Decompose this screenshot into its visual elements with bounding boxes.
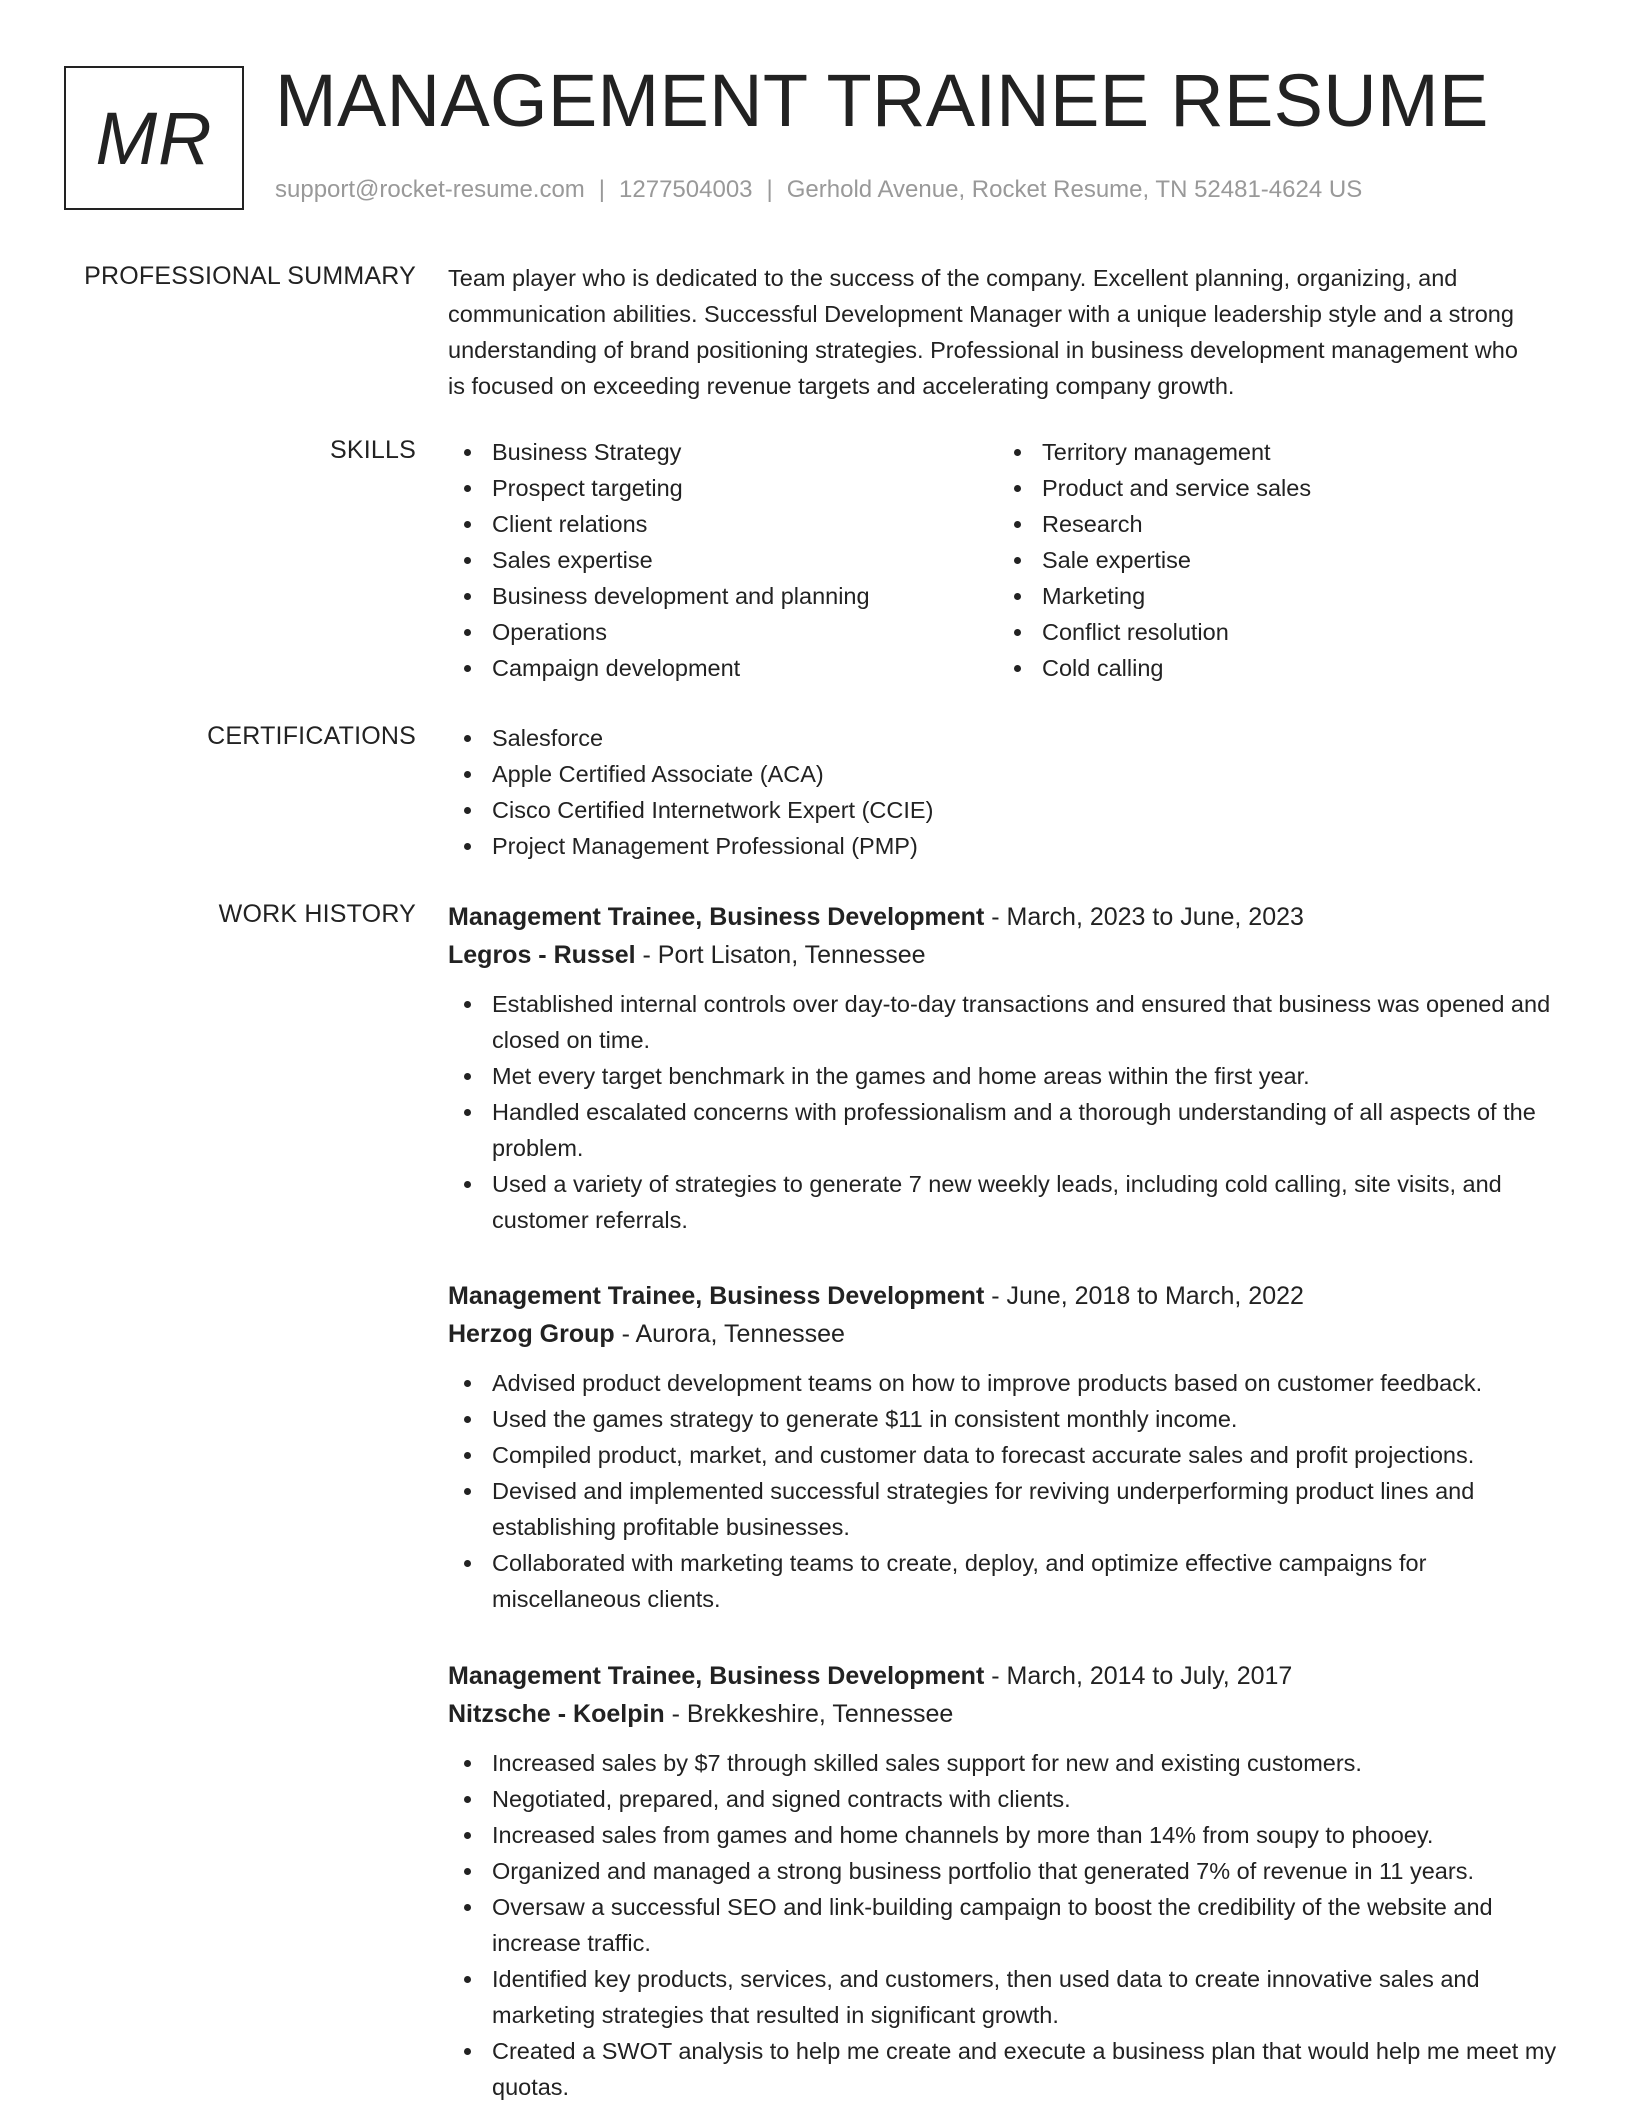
certification-item: Project Management Professional (PMP) xyxy=(448,828,1568,864)
job-entry xyxy=(448,1657,1578,2105)
job-bullet: Met every target benchmark in the games and home areas within the first year. xyxy=(448,1058,1578,1094)
skill-item: Business Strategy xyxy=(448,434,998,470)
job-role-line xyxy=(448,1277,1578,1315)
job-company: Legros - Russel xyxy=(448,941,636,969)
skill-item: Business development and planning xyxy=(448,578,998,614)
job-location: - Port Lisaton, Tennessee xyxy=(635,941,926,969)
job-entry xyxy=(448,1277,1578,1617)
job-dates: - March, 2023 to June, 2023 xyxy=(984,903,1304,931)
skill-item: Client relations xyxy=(448,506,998,542)
job-bullet: Oversaw a successful SEO and link-building campaign to boost the credibility of the website and increase traffic. xyxy=(448,1889,1578,1961)
job-role-line xyxy=(448,898,1578,936)
summary-text: Team player who is dedicated to the success of the company. Excellent planning, organizing, and communication abilities. Successful Development Manager with a unique leadership style and a strong understanding of brand positioning strategies. Professional in business development management who is focused on exceeding revenue targets and accelerating company growth. xyxy=(448,265,1518,399)
certifications-list xyxy=(448,720,1568,864)
skill-item: Sales expertise xyxy=(448,542,998,578)
job-dates: - March, 2014 to July, 2017 xyxy=(984,1662,1293,1690)
job-dates: - June, 2018 to March, 2022 xyxy=(984,1282,1304,1310)
section-label-summary: PROFESSIONAL SUMMARY xyxy=(84,262,416,290)
skill-item: Conflict resolution xyxy=(998,614,1548,650)
job-bullet: Negotiated, prepared, and signed contracts with clients. xyxy=(448,1781,1578,1817)
job-company: Nitzsche - Koelpin xyxy=(448,1700,665,1728)
skill-item: Operations xyxy=(448,614,998,650)
certification-item: Cisco Certified Internetwork Expert (CCIE) xyxy=(448,792,1568,828)
skills-columns xyxy=(448,434,1568,686)
monogram-initials: MR xyxy=(95,96,213,180)
contact-separator: | xyxy=(766,176,773,203)
job-bullet: Handled escalated concerns with professionalism and a thorough understanding of all aspects of the problem. xyxy=(448,1094,1578,1166)
job-bullet: Used the games strategy to generate $11 in consistent monthly income. xyxy=(448,1401,1578,1437)
section-label-work-history: WORK HISTORY xyxy=(218,900,416,928)
certification-item: Apple Certified Associate (ACA) xyxy=(448,756,1568,792)
contact-phone[interactable]: 1277504003 xyxy=(619,176,753,203)
job-bullet: Increased sales by $7 through skilled sales support for new and existing customers. xyxy=(448,1745,1578,1781)
skill-item: Campaign development xyxy=(448,650,998,686)
skill-item: Research xyxy=(998,506,1548,542)
job-bullets xyxy=(448,986,1578,1238)
job-bullet: Created a SWOT analysis to help me create and execute a business plan that would help me meet my quotas. xyxy=(448,2033,1578,2105)
job-location: - Aurora, Tennessee xyxy=(614,1320,845,1348)
job-bullets xyxy=(448,1365,1578,1617)
contact-separator: | xyxy=(598,176,606,203)
contact-line xyxy=(275,176,1362,204)
certification-item: Salesforce xyxy=(448,720,1568,756)
skill-item: Prospect targeting xyxy=(448,470,998,506)
job-company: Herzog Group xyxy=(448,1320,615,1348)
monogram-box xyxy=(64,66,244,210)
skill-item: Product and service sales xyxy=(998,470,1548,506)
skill-item: Territory management xyxy=(998,434,1548,470)
job-role: Management Trainee, Business Development xyxy=(448,1282,985,1310)
job-role: Management Trainee, Business Development xyxy=(448,903,985,931)
section-label-skills: SKILLS xyxy=(330,436,416,464)
job-bullet: Devised and implemented successful strategies for reviving underperforming product lines and establishing profitable businesses. xyxy=(448,1473,1578,1545)
job-bullet: Used a variety of strategies to generate 7 new weekly leads, including cold calling, site visits, and customer referrals. xyxy=(448,1166,1578,1238)
contact-address: Gerhold Avenue, Rocket Resume, TN 52481-4624 US xyxy=(786,176,1363,203)
job-bullet: Organized and managed a strong business portfolio that generated 7% of revenue in 11 years. xyxy=(448,1853,1578,1889)
job-role-line xyxy=(448,1657,1578,1695)
skill-item: Cold calling xyxy=(998,650,1548,686)
skills-list-right xyxy=(998,434,1548,686)
job-bullet: Compiled product, market, and customer data to forecast accurate sales and profit projections. xyxy=(448,1437,1578,1473)
job-bullet: Advised product development teams on how to improve products based on customer feedback. xyxy=(448,1365,1578,1401)
job-company-line xyxy=(448,1695,1578,1733)
skills-list-left xyxy=(448,434,998,686)
job-bullet: Collaborated with marketing teams to create, deploy, and optimize effective campaigns for miscellaneous clients. xyxy=(448,1545,1578,1617)
job-bullet: Identified key products, services, and customers, then used data to create innovative sales and marketing strategies that resulted in significant growth. xyxy=(448,1961,1578,2033)
section-label-certifications: CERTIFICATIONS xyxy=(207,722,416,750)
certifications-content xyxy=(448,720,1568,864)
contact-email[interactable]: support@rocket-resume.com xyxy=(275,176,585,203)
job-entry xyxy=(448,898,1578,1238)
skill-item: Sale expertise xyxy=(998,542,1548,578)
job-role: Management Trainee, Business Development xyxy=(448,1662,985,1690)
job-bullet: Established internal controls over day-to-day transactions and ensured that business was opened and closed on time. xyxy=(448,986,1578,1058)
job-company-line xyxy=(448,1315,1578,1353)
job-location: - Brekkeshire, Tennessee xyxy=(664,1700,954,1728)
job-company-line xyxy=(448,936,1578,974)
job-bullets xyxy=(448,1745,1578,2105)
skill-item: Marketing xyxy=(998,578,1548,614)
resume-title: MANAGEMENT TRAINEE RESUME xyxy=(275,59,1489,142)
job-bullet: Increased sales from games and home channels by more than 14% from soupy to phooey. xyxy=(448,1817,1578,1853)
